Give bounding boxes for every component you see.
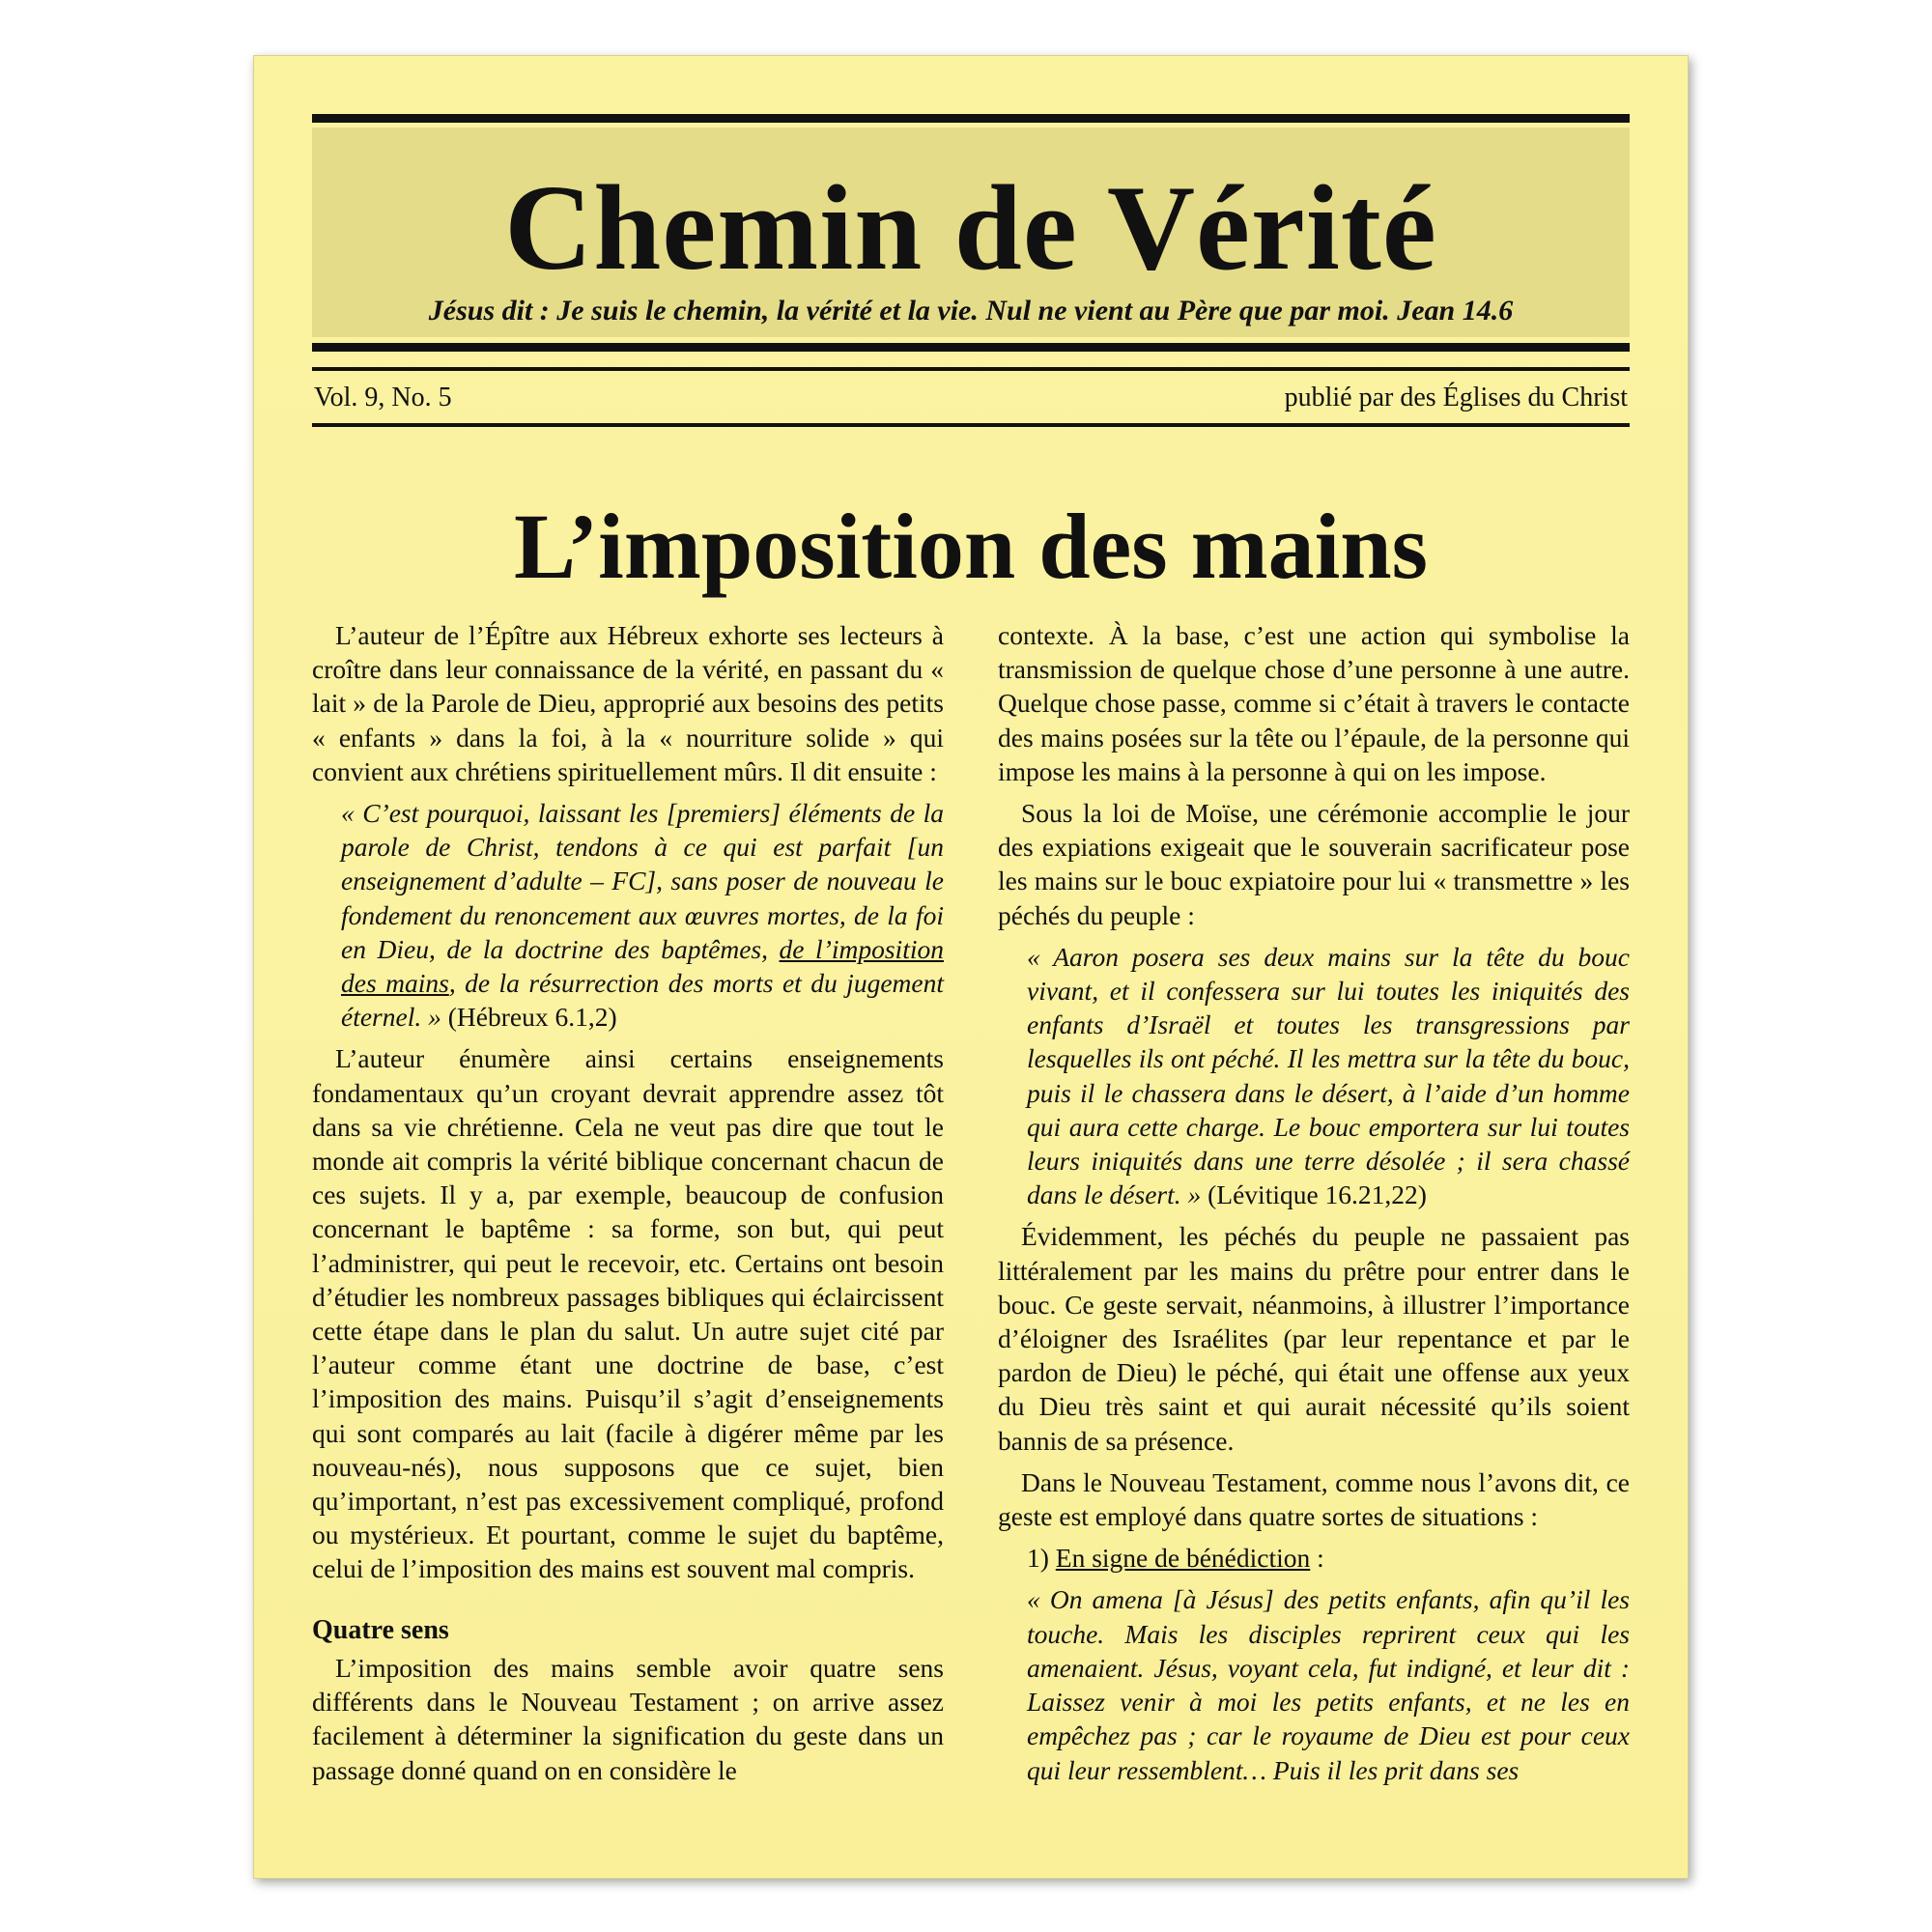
item-number: 1)	[1027, 1543, 1056, 1574]
scripture-quote	[1027, 940, 1630, 1212]
masthead	[312, 114, 1630, 427]
quote-text: « C’est pourquoi, laissant les [premiers] éléments de la parole de Christ, tendons à ce qui est parfait [un enseignement d’adulte – FC], sans poser de nouveau le fondement du renoncement aux œuvres mortes, de la foi en Dieu, de la doctrine des baptêmes,	[341, 798, 944, 964]
newsletter-title: Chemin de Vérité	[504, 161, 1437, 296]
article-headline: L’imposition des mains	[513, 495, 1429, 598]
paragraph: contexte. À la base, c’est une action qui symbolise la transmission de quelque chose d’une personne à une autre. Quelque chose passe, comme si c’était à travers le contacte des mains posées sur la tête ou l’épaule, de la personne qui impose les mains à la personne à qui on les impose.	[998, 620, 1630, 786]
underlined-phrase: de l’imposition des mains	[341, 933, 944, 999]
mid-rule	[312, 343, 1630, 352]
newsletter-page	[253, 55, 1689, 1879]
quote-text-end: , de la résurrection des morts et du jugement éternel. »	[341, 968, 944, 1033]
issue-info-bar	[312, 371, 1630, 423]
right-column	[998, 618, 1630, 1795]
info-bottom-rule	[312, 423, 1630, 427]
item-colon: :	[1310, 1543, 1324, 1574]
item-label: En signe de bénédiction	[1055, 1543, 1311, 1574]
paragraph: Dans le Nouveau Testament, comme nous l’avons dit, ce geste est employé dans quatre sortes de situations :	[998, 1466, 1630, 1532]
scripture-reference: (Lévitique 16.21,22)	[1208, 1179, 1427, 1210]
title-band	[312, 128, 1630, 337]
left-column	[312, 618, 944, 1795]
scripture-quote: « On amena [à Jésus] des petits enfants, afin qu’il les touche. Mais les disciples reprirent ceux qui les amenaient. Jésus, voyant cela, fut indigné, et leur dit : Laissez venir à moi les petits enfants, et ne les en empêchez pas ; car le royaume de Dieu est pour ceux qui leur ressemblent… Puis il les prit dans ses	[1027, 1584, 1630, 1785]
list-item	[1027, 1541, 1630, 1575]
paragraph: L’auteur de l’Épître aux Hébreux exhorte ses lecteurs à croître dans leur connaissance de la vérité, en passant du « lait » de la Parole de Dieu, approprié aux besoins des petits « enfants » dans la foi, à la « nourriture solide » qui convient aux chrétiens spirituellement mûrs. Il dit ensuite :	[312, 620, 944, 786]
section-subheading: Quatre sens	[312, 1614, 449, 1645]
paragraph: L’imposition des mains semble avoir quatre sens différents dans le Nouveau Testament ; on arrive assez facilement à déterminer la signification du geste dans un passage donné quand on en considère le	[312, 1652, 944, 1785]
publisher-line: publié par des Églises du Christ	[1284, 383, 1628, 412]
quote-text: « Aaron posera ses deux mains sur la tête du bouc vivant, et il confessera sur lui toutes les iniquités des enfants d’Israël et toutes les transgressions par lesquelles ils ont péché. Il les mettra sur la tête du bouc, puis il le chassera dans le désert, à l’aide d’un homme qui aura cette charge. Le bouc emportera sur lui toutes leurs iniquités dans une terre désolée ; il sera chassé dans le désert. »	[1027, 941, 1630, 1210]
volume-number: Vol. 9, No. 5	[314, 383, 452, 412]
scripture-quote	[341, 796, 944, 1034]
paragraph: Sous la loi de Moïse, une cérémonie accomplie le jour des expiations exigeait que le souverain sacrificateur pose les mains sur le bouc expiatoire pour lui « transmettre » les péchés du peuple :	[998, 798, 1630, 930]
tagline: Jésus dit : Je suis le chemin, la vérité et la vie. Nul ne vient au Père que par moi. Jean 14.6	[428, 295, 1514, 327]
paragraph: L’auteur énumère ainsi certains enseignements fondamentaux qu’un croyant devrait apprendre assez tôt dans sa vie chrétienne. Cela ne veut pas dire que tout le monde ait compris la vérité biblique concernant chacun de ces sujets. Il y a, par exemple, beaucoup de confusion concernant le baptême : sa forme, son but, qui peut l’administrer, qui peut le recevoir, etc. Certains ont besoin d’étudier les nombreux passages bibliques qui éclaircissent cette étape dans le plan du salut. Un autre sujet cité par l’auteur comme étant une doctrine de base, c’est l’imposition des mains. Puisqu’il s’agit d’enseignements qui sont comparés au lait (facile à digérer même par les nouveau-nés), nous supposons que ce sujet, bien qu’important, n’est pas excessivement compliqué, profond ou mystérieux. Et pourtant, comme le sujet du baptême, celui de l’imposition des mains est souvent mal compris.	[312, 1043, 944, 1584]
top-rule	[312, 114, 1630, 123]
paragraph: Évidemment, les péchés du peuple ne passaient pas littéralement par les mains du prêtre pour entrer dans le bouc. Ce geste servait, néanmoins, à illustrer l’importance d’éloigner des Israélites (par leur repentance et par le pardon de Dieu) le péché, qui était une offense aux yeux du Dieu très saint et qui aurait nécessité qu’ils soient bannis de sa présence.	[998, 1221, 1630, 1456]
scripture-reference: (Hébreux 6.1,2)	[447, 1002, 617, 1033]
